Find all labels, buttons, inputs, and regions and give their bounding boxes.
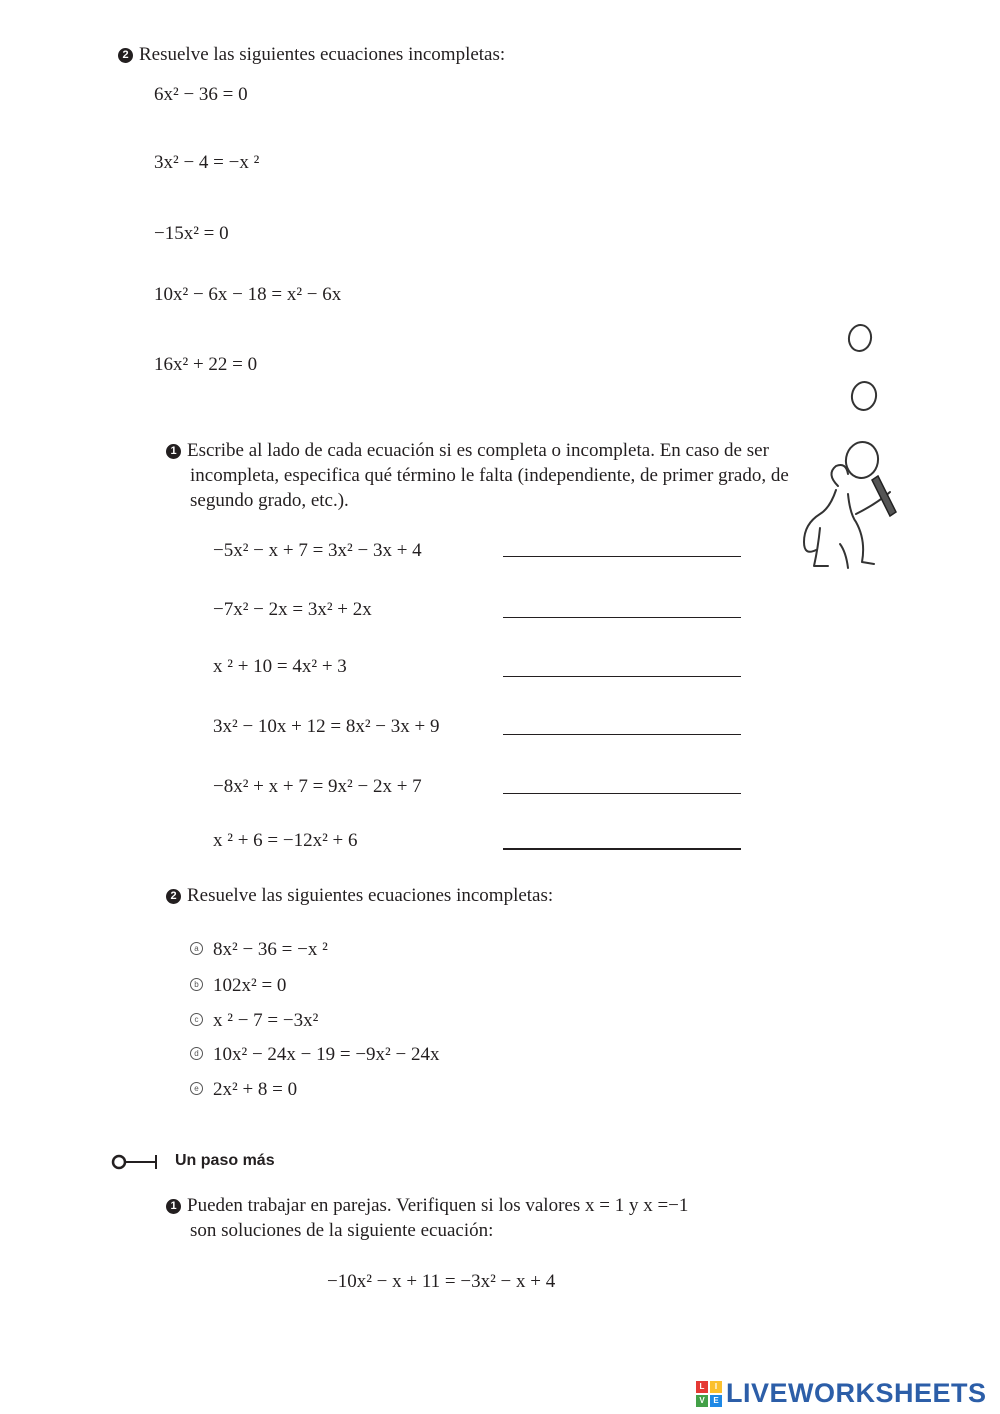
section-title-text: Resuelve las siguientes ecuaciones incompletas: (139, 44, 506, 65)
extra-equation: −10x² − x + 11 = −3x² − x + 4 (327, 1271, 556, 1292)
number-badge: 1 (166, 1199, 181, 1214)
extra-instructions (166, 1193, 688, 1243)
letter-badge: d (190, 1047, 203, 1060)
instruction-line: segundo grado, etc.). (190, 490, 349, 511)
exercise-2-title (166, 883, 553, 908)
exercise-1-instructions (166, 438, 789, 513)
answer-line-1[interactable] (503, 556, 741, 557)
logo-mark (696, 1381, 722, 1407)
exercise-1-equation-1: −5x² − x + 7 = 3x² − 3x + 4 (213, 540, 422, 561)
exercise-2-item-d (190, 1044, 439, 1066)
logo-letter: E (710, 1395, 722, 1407)
logo-letter: L (696, 1381, 708, 1393)
item-equation: 2x² + 8 = 0 (213, 1079, 298, 1100)
equation-5: 16x² + 22 = 0 (154, 354, 258, 375)
letter-badge: c (190, 1013, 203, 1026)
exercise-2-item-e (190, 1079, 297, 1101)
answer-line-2[interactable] (503, 617, 741, 618)
exercise-2-item-b (190, 975, 286, 997)
instruction-line: Escribe al lado de cada ecuación si es completa o incompleta. En caso de ser (187, 440, 769, 461)
answer-line-4[interactable] (503, 734, 741, 735)
exercise-2-item-c (190, 1010, 318, 1032)
logo-letter: I (710, 1381, 722, 1393)
section-title (118, 42, 505, 67)
answer-line-6[interactable] (503, 848, 741, 850)
exercise-1-equation-6: x ² + 6 = −12x² + 6 (213, 830, 358, 851)
logo-letter: V (696, 1395, 708, 1407)
equation-3: −15x² = 0 (154, 223, 229, 244)
item-equation: 8x² − 36 = −x ² (213, 939, 328, 960)
thinking-character-illustration (790, 318, 910, 580)
exercise-1-equation-5: −8x² + x + 7 = 9x² − 2x + 7 (213, 776, 422, 797)
equation-1: 6x² − 36 = 0 (154, 84, 248, 105)
exercise-1-equation-2: −7x² − 2x = 3x² + 2x (213, 599, 372, 620)
liveworksheets-logo (696, 1378, 987, 1409)
key-icon (110, 1153, 160, 1171)
number-badge: 1 (166, 444, 181, 459)
number-badge: 2 (118, 48, 133, 63)
item-equation: 10x² − 24x − 19 = −9x² − 24x (213, 1044, 440, 1065)
extra-heading: Un paso más (175, 1152, 275, 1169)
letter-badge: a (190, 942, 203, 955)
answer-line-5[interactable] (503, 793, 741, 794)
exercise-1-equation-4: 3x² − 10x + 12 = 8x² − 3x + 9 (213, 716, 440, 737)
exercise-2-title-text: Resuelve las siguientes ecuaciones incompletas: (187, 885, 554, 906)
letter-badge: b (190, 978, 203, 991)
equation-2: 3x² − 4 = −x ² (154, 152, 260, 173)
item-equation: 102x² = 0 (213, 975, 287, 996)
exercise-2-item-a (190, 939, 328, 961)
answer-line-3[interactable] (503, 676, 741, 677)
instruction-line: Pueden trabajar en parejas. Verifiquen si los valores x = 1 y x =−1 (187, 1195, 689, 1216)
brand-name: LIVEWORKSHEETS (726, 1378, 987, 1408)
number-badge: 2 (166, 889, 181, 904)
equation-4: 10x² − 6x − 18 = x² − 6x (154, 284, 342, 305)
letter-badge: e (190, 1082, 203, 1095)
instruction-line: son soluciones de la siguiente ecuación: (190, 1220, 494, 1241)
instruction-line: incompleta, especifica qué término le falta (independiente, de primer grado, de (190, 465, 789, 486)
item-equation: x ² − 7 = −3x² (213, 1010, 319, 1031)
exercise-1-equation-3: x ² + 10 = 4x² + 3 (213, 656, 347, 677)
